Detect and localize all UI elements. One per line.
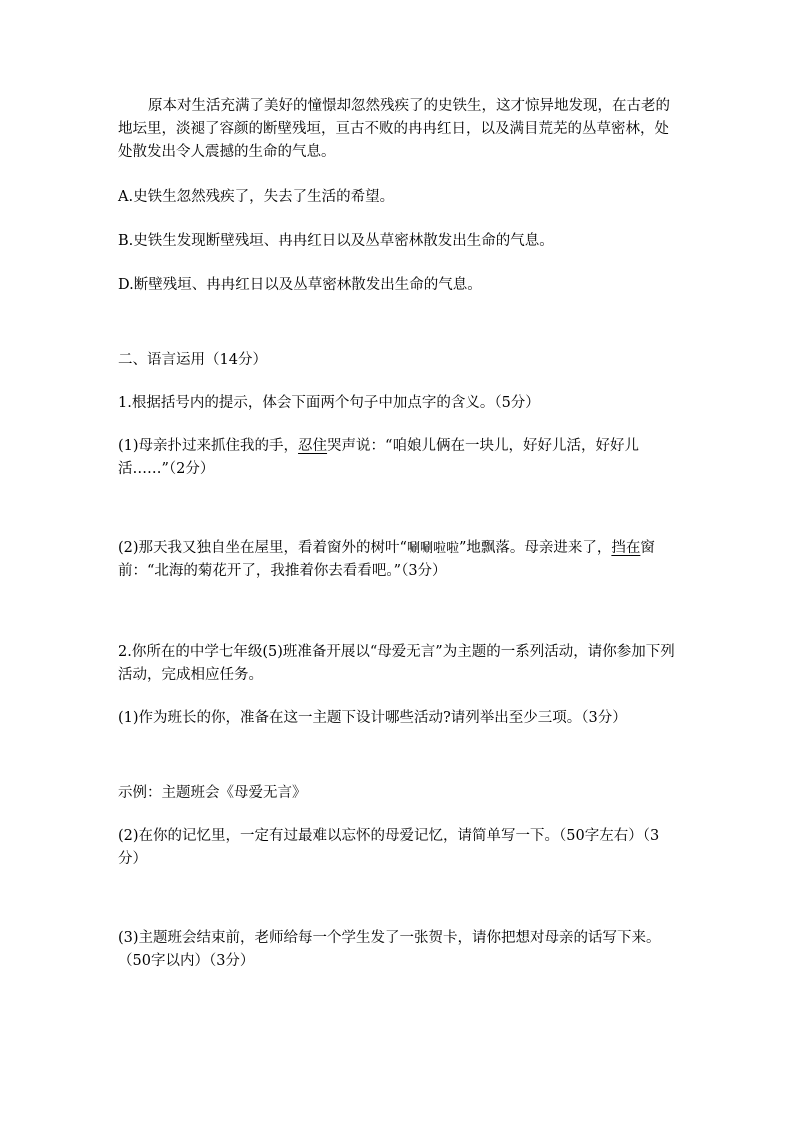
sentence-2-before: (2)那天我又独自坐在屋里，看着窗外的树叶“ xyxy=(118,540,407,556)
option-a: A.史铁生忽然残疾了，失去了生活的希望。 xyxy=(118,189,395,205)
sentence-2-middle: ”地飘落。母亲进来了， xyxy=(458,540,612,556)
question-2: 2.你所在的中学七年级(5)班准备开展以“母爱无言”为主题的一系列活动，请你参加下列活动，完成相应任务。 xyxy=(118,644,675,683)
sentence-1-after: 哭声说：“咱娘儿俩在一块儿，好好儿活，好好儿活……”（2分） xyxy=(118,438,639,477)
task-1: (1)作为班长的你，准备在这一主题下设计哪些活动?请列举出至少三项。（3分） xyxy=(118,710,627,726)
question-1: 1.根据括号内的提示，体会下面两个句子中加点字的含义。（5分） xyxy=(118,395,540,411)
sentence-2 xyxy=(118,537,678,583)
example-text: 示例：主题班会《母爱无言》 xyxy=(118,785,307,801)
passage-paragraph: 原本对生活充满了美好的憧憬却忽然残疾了的史铁生，这才惊异地发现，在古老的地坛里，淡褪了容颜的断壁残垣，亘古不败的冉冉红日，以及满目荒芜的丛草密林，处处散发出令人震撼的生命的气息。 xyxy=(118,98,670,160)
document-page xyxy=(118,95,678,973)
sentence-1-before: (1)母亲扑过来抓住我的手， xyxy=(118,438,299,454)
onomatopoeia: 唰唰啦啦 xyxy=(406,541,459,556)
sentence-2-after: 窗前：“北海的菊花开了，我推着你去看看吧。”（3分） xyxy=(118,540,655,579)
task-2: (2)在你的记忆里，一定有过最难以忘怀的母爱记忆，请简单写一下。（50字左右）（3分） xyxy=(118,828,660,867)
marked-word-1: 忍住 xyxy=(298,438,328,454)
option-d: D.断壁残垣、冉冉红日以及丛草密林散发出生命的气息。 xyxy=(118,277,482,293)
option-b: B.史铁生发现断壁残垣、冉冉红日以及丛草密林散发出生命的气息。 xyxy=(118,233,554,249)
section-heading: 二、语言运用（14分） xyxy=(118,352,267,368)
sentence-1 xyxy=(118,435,678,481)
task-3: (3)主题班会结束前，老师给每一个学生发了一张贺卡，请你把想对母亲的话写下来。（50字以内）（3分） xyxy=(118,930,661,969)
marked-word-2: 挡在 xyxy=(611,540,641,556)
